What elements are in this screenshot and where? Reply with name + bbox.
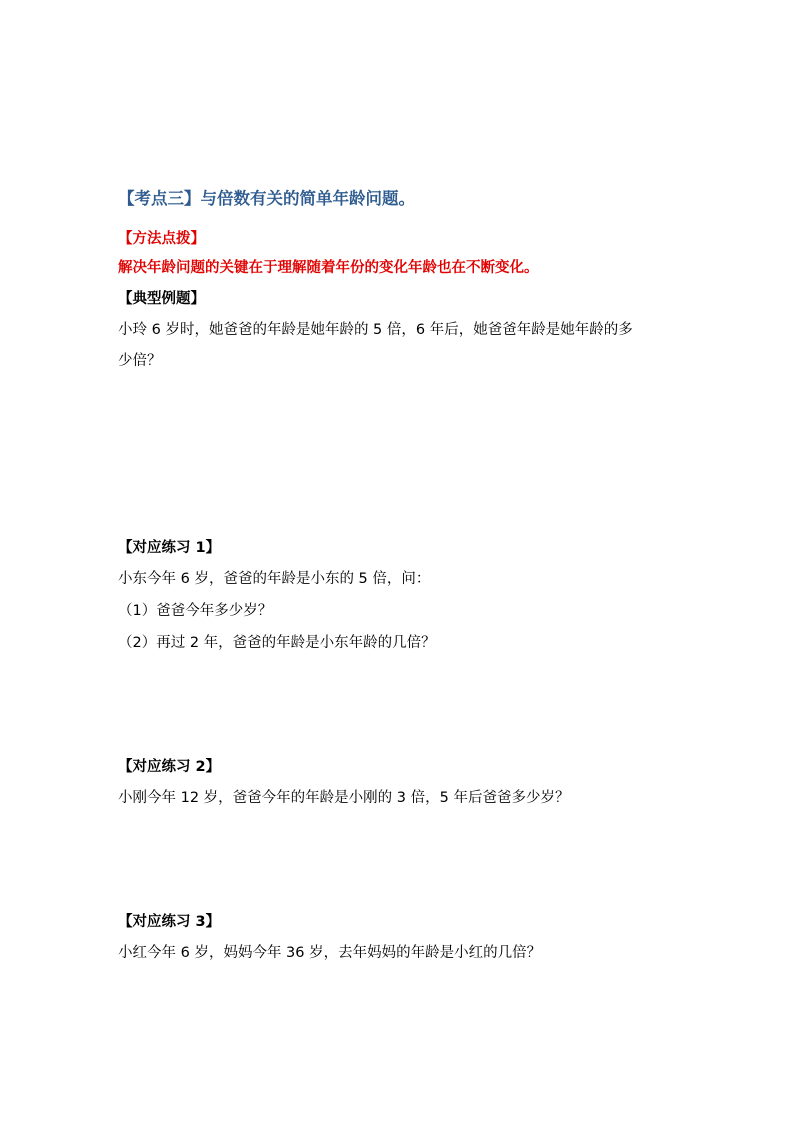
practice-1-line-2: （1）爸爸今年多少岁？	[118, 603, 273, 619]
example-heading: 【典型例题】	[118, 291, 205, 307]
method-heading: 【方法点拨】	[118, 231, 205, 247]
example-question-line-2: 少倍？	[118, 353, 162, 369]
practice-1-line-1: 小东今年 6 岁，爸爸的年龄是小东的 5 倍，问：	[118, 571, 431, 587]
practice-3-heading: 【对应练习 3】	[118, 914, 221, 930]
practice-1-heading: 【对应练习 1】	[118, 540, 221, 556]
practice-1-line-3: （2）再过 2 年，爸爸的年龄是小东年龄的几倍？	[118, 635, 436, 651]
practice-2-heading: 【对应练习 2】	[118, 759, 221, 775]
practice-3-line-1: 小红今年 6 岁，妈妈今年 36 岁，去年妈妈的年龄是小红的几倍？	[118, 945, 542, 961]
section-title: 【考点三】与倍数有关的简单年龄问题。	[118, 189, 415, 208]
practice-2-line-1: 小刚今年 12 岁，爸爸今年的年龄是小刚的 3 倍，5 年后爸爸多少岁？	[118, 790, 570, 806]
example-question-line-1: 小玲 6 岁时，她爸爸的年龄是她年龄的 5 倍，6 年后，她爸爸年龄是她年龄的多	[118, 322, 633, 338]
method-text: 解决年龄问题的关键在于理解随着年份的变化年龄也在不断变化。	[118, 260, 539, 276]
